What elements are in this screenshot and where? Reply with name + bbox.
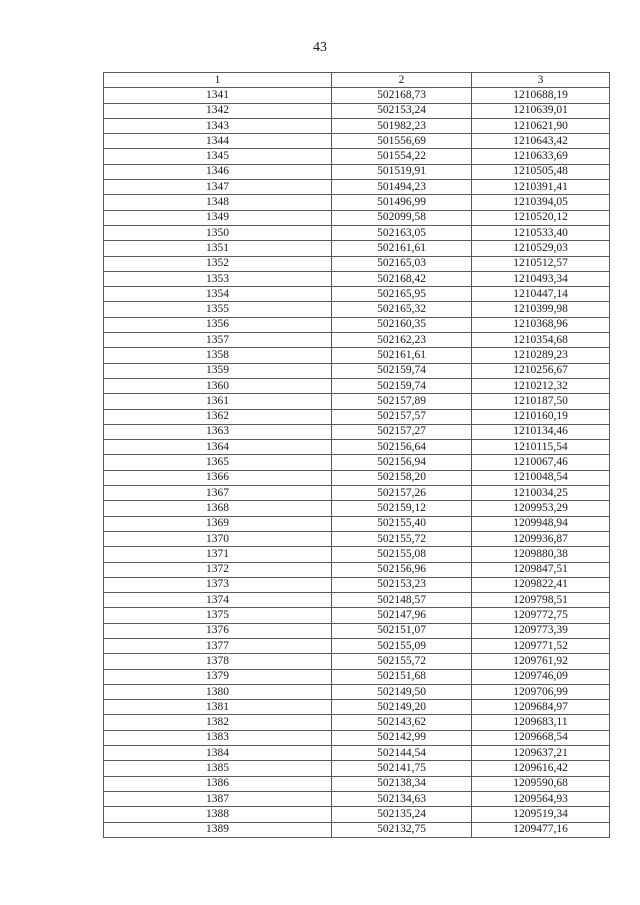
y-coordinate-cell: 1209706,99	[472, 684, 610, 699]
table-row	[104, 807, 610, 822]
point-number-cell: 1376	[104, 623, 332, 638]
x-coordinate-cell: 502155,72	[332, 531, 472, 546]
table-row	[104, 486, 610, 501]
x-coordinate-cell: 502168,73	[332, 88, 472, 103]
x-coordinate-cell: 502153,24	[332, 103, 472, 118]
point-number-cell: 1380	[104, 684, 332, 699]
x-coordinate-cell: 501556,69	[332, 134, 472, 149]
point-number-cell: 1386	[104, 776, 332, 791]
y-coordinate-cell: 1210067,46	[472, 455, 610, 470]
table-row	[104, 516, 610, 531]
point-number-cell: 1378	[104, 654, 332, 669]
table-row	[104, 348, 610, 363]
point-number-cell: 1341	[104, 88, 332, 103]
point-number-cell: 1384	[104, 746, 332, 761]
table-row	[104, 409, 610, 424]
table-row	[104, 547, 610, 562]
table-row	[104, 378, 610, 393]
x-coordinate-cell: 502158,20	[332, 470, 472, 485]
table-header-row	[104, 73, 610, 88]
point-number-cell: 1365	[104, 455, 332, 470]
y-coordinate-cell: 1209953,29	[472, 501, 610, 516]
table-row	[104, 531, 610, 546]
point-number-cell: 1342	[104, 103, 332, 118]
column-header-2: 2	[332, 73, 472, 88]
table-row	[104, 317, 610, 332]
table-row	[104, 363, 610, 378]
x-coordinate-cell: 502165,32	[332, 302, 472, 317]
y-coordinate-cell: 1210639,01	[472, 103, 610, 118]
point-number-cell: 1363	[104, 424, 332, 439]
x-coordinate-cell: 502144,54	[332, 746, 472, 761]
y-coordinate-cell: 1210688,19	[472, 88, 610, 103]
point-number-cell: 1356	[104, 317, 332, 332]
y-coordinate-cell: 1210034,25	[472, 486, 610, 501]
point-number-cell: 1354	[104, 287, 332, 302]
point-number-cell: 1383	[104, 730, 332, 745]
y-coordinate-cell: 1210643,42	[472, 134, 610, 149]
point-number-cell: 1387	[104, 791, 332, 806]
point-number-cell: 1355	[104, 302, 332, 317]
x-coordinate-cell: 501494,23	[332, 180, 472, 195]
table-row	[104, 623, 610, 638]
y-coordinate-cell: 1209616,42	[472, 761, 610, 776]
x-coordinate-cell: 502149,50	[332, 684, 472, 699]
x-coordinate-cell: 502155,40	[332, 516, 472, 531]
y-coordinate-cell: 1210493,34	[472, 271, 610, 286]
table-row	[104, 271, 610, 286]
x-coordinate-cell: 502151,07	[332, 623, 472, 638]
table-row	[104, 562, 610, 577]
y-coordinate-cell: 1210289,23	[472, 348, 610, 363]
point-number-cell: 1352	[104, 256, 332, 271]
table-body	[104, 88, 610, 838]
x-coordinate-cell: 502165,03	[332, 256, 472, 271]
table-row	[104, 424, 610, 439]
table-row	[104, 730, 610, 745]
y-coordinate-cell: 1209880,38	[472, 547, 610, 562]
x-coordinate-cell: 502159,74	[332, 363, 472, 378]
x-coordinate-cell: 502143,62	[332, 715, 472, 730]
point-number-cell: 1366	[104, 470, 332, 485]
table-row	[104, 455, 610, 470]
point-number-cell: 1379	[104, 669, 332, 684]
point-number-cell: 1371	[104, 547, 332, 562]
y-coordinate-cell: 1209798,51	[472, 593, 610, 608]
y-coordinate-cell: 1210354,68	[472, 333, 610, 348]
x-coordinate-cell: 501519,91	[332, 164, 472, 179]
x-coordinate-cell: 502142,99	[332, 730, 472, 745]
y-coordinate-cell: 1209683,11	[472, 715, 610, 730]
table-row	[104, 791, 610, 806]
point-number-cell: 1353	[104, 271, 332, 286]
point-number-cell: 1360	[104, 378, 332, 393]
table-row	[104, 638, 610, 653]
x-coordinate-cell: 502099,58	[332, 210, 472, 225]
x-coordinate-cell: 502160,35	[332, 317, 472, 332]
point-number-cell: 1368	[104, 501, 332, 516]
x-coordinate-cell: 502159,12	[332, 501, 472, 516]
x-coordinate-cell: 501496,99	[332, 195, 472, 210]
table-row	[104, 822, 610, 837]
y-coordinate-cell: 1209564,93	[472, 791, 610, 806]
y-coordinate-cell: 1210394,05	[472, 195, 610, 210]
point-number-cell: 1361	[104, 394, 332, 409]
table-row	[104, 593, 610, 608]
x-coordinate-cell: 502151,68	[332, 669, 472, 684]
y-coordinate-cell: 1210505,48	[472, 164, 610, 179]
y-coordinate-cell: 1209936,87	[472, 531, 610, 546]
x-coordinate-cell: 502135,24	[332, 807, 472, 822]
x-coordinate-cell: 502157,57	[332, 409, 472, 424]
table-row	[104, 440, 610, 455]
point-number-cell: 1344	[104, 134, 332, 149]
table-row	[104, 88, 610, 103]
table-row	[104, 761, 610, 776]
table-row	[104, 180, 610, 195]
table-row	[104, 501, 610, 516]
x-coordinate-cell: 502157,89	[332, 394, 472, 409]
point-number-cell: 1385	[104, 761, 332, 776]
x-coordinate-cell: 502148,57	[332, 593, 472, 608]
point-number-cell: 1343	[104, 118, 332, 133]
point-number-cell: 1345	[104, 149, 332, 164]
table-row	[104, 608, 610, 623]
y-coordinate-cell: 1210520,12	[472, 210, 610, 225]
x-coordinate-cell: 502155,09	[332, 638, 472, 653]
x-coordinate-cell: 502141,75	[332, 761, 472, 776]
x-coordinate-cell: 502153,23	[332, 577, 472, 592]
point-number-cell: 1381	[104, 700, 332, 715]
table-row	[104, 149, 610, 164]
y-coordinate-cell: 1210512,57	[472, 256, 610, 271]
table-row	[104, 195, 610, 210]
point-number-cell: 1367	[104, 486, 332, 501]
y-coordinate-cell: 1209519,34	[472, 807, 610, 822]
y-coordinate-cell: 1209772,75	[472, 608, 610, 623]
x-coordinate-cell: 502161,61	[332, 348, 472, 363]
point-number-cell: 1388	[104, 807, 332, 822]
y-coordinate-cell: 1210399,98	[472, 302, 610, 317]
point-number-cell: 1382	[104, 715, 332, 730]
x-coordinate-cell: 502155,08	[332, 547, 472, 562]
point-number-cell: 1347	[104, 180, 332, 195]
table-row	[104, 103, 610, 118]
x-coordinate-cell: 502165,95	[332, 287, 472, 302]
x-coordinate-cell: 502156,94	[332, 455, 472, 470]
y-coordinate-cell: 1209668,54	[472, 730, 610, 745]
y-coordinate-cell: 1209948,94	[472, 516, 610, 531]
table-row	[104, 684, 610, 699]
point-number-cell: 1373	[104, 577, 332, 592]
x-coordinate-cell: 501982,23	[332, 118, 472, 133]
y-coordinate-cell: 1209637,21	[472, 746, 610, 761]
y-coordinate-cell: 1210160,19	[472, 409, 610, 424]
coordinates-table	[103, 72, 610, 838]
point-number-cell: 1359	[104, 363, 332, 378]
y-coordinate-cell: 1210134,46	[472, 424, 610, 439]
point-number-cell: 1358	[104, 348, 332, 363]
table-row	[104, 700, 610, 715]
x-coordinate-cell: 501554,22	[332, 149, 472, 164]
y-coordinate-cell: 1210529,03	[472, 241, 610, 256]
table-row	[104, 394, 610, 409]
table-row	[104, 333, 610, 348]
table-row	[104, 118, 610, 133]
y-coordinate-cell: 1209822,41	[472, 577, 610, 592]
y-coordinate-cell: 1209761,92	[472, 654, 610, 669]
y-coordinate-cell: 1210048,54	[472, 470, 610, 485]
y-coordinate-cell: 1209590,68	[472, 776, 610, 791]
x-coordinate-cell: 502159,74	[332, 378, 472, 393]
x-coordinate-cell: 502163,05	[332, 225, 472, 240]
x-coordinate-cell: 502161,61	[332, 241, 472, 256]
y-coordinate-cell: 1210212,32	[472, 378, 610, 393]
table-row	[104, 715, 610, 730]
y-coordinate-cell: 1210633,69	[472, 149, 610, 164]
point-number-cell: 1389	[104, 822, 332, 837]
x-coordinate-cell: 502134,63	[332, 791, 472, 806]
y-coordinate-cell: 1210621,90	[472, 118, 610, 133]
y-coordinate-cell: 1209771,52	[472, 638, 610, 653]
table-row	[104, 654, 610, 669]
y-coordinate-cell: 1209477,16	[472, 822, 610, 837]
x-coordinate-cell: 502156,96	[332, 562, 472, 577]
point-number-cell: 1350	[104, 225, 332, 240]
table-row	[104, 210, 610, 225]
table-row	[104, 746, 610, 761]
point-number-cell: 1372	[104, 562, 332, 577]
y-coordinate-cell: 1210368,96	[472, 317, 610, 332]
x-coordinate-cell: 502132,75	[332, 822, 472, 837]
table-row	[104, 241, 610, 256]
y-coordinate-cell: 1210256,67	[472, 363, 610, 378]
point-number-cell: 1364	[104, 440, 332, 455]
x-coordinate-cell: 502156,64	[332, 440, 472, 455]
point-number-cell: 1375	[104, 608, 332, 623]
y-coordinate-cell: 1209684,97	[472, 700, 610, 715]
table-row	[104, 669, 610, 684]
point-number-cell: 1348	[104, 195, 332, 210]
table-row	[104, 287, 610, 302]
table-row	[104, 134, 610, 149]
x-coordinate-cell: 502149,20	[332, 700, 472, 715]
x-coordinate-cell: 502138,34	[332, 776, 472, 791]
table-row	[104, 577, 610, 592]
table-row	[104, 776, 610, 791]
page-number: 43	[313, 40, 327, 55]
point-number-cell: 1351	[104, 241, 332, 256]
x-coordinate-cell: 502168,42	[332, 271, 472, 286]
column-header-1: 1	[104, 73, 332, 88]
x-coordinate-cell: 502155,72	[332, 654, 472, 669]
point-number-cell: 1369	[104, 516, 332, 531]
table-row	[104, 225, 610, 240]
y-coordinate-cell: 1210447,14	[472, 287, 610, 302]
x-coordinate-cell: 502157,27	[332, 424, 472, 439]
x-coordinate-cell: 502162,23	[332, 333, 472, 348]
x-coordinate-cell: 502147,96	[332, 608, 472, 623]
table-row	[104, 164, 610, 179]
point-number-cell: 1374	[104, 593, 332, 608]
x-coordinate-cell: 502157,26	[332, 486, 472, 501]
table-row	[104, 256, 610, 271]
y-coordinate-cell: 1209847,51	[472, 562, 610, 577]
point-number-cell: 1357	[104, 333, 332, 348]
table-row	[104, 470, 610, 485]
y-coordinate-cell: 1209773,39	[472, 623, 610, 638]
y-coordinate-cell: 1210115,54	[472, 440, 610, 455]
y-coordinate-cell: 1209746,09	[472, 669, 610, 684]
point-number-cell: 1346	[104, 164, 332, 179]
point-number-cell: 1349	[104, 210, 332, 225]
point-number-cell: 1377	[104, 638, 332, 653]
column-header-3: 3	[472, 73, 610, 88]
y-coordinate-cell: 1210187,50	[472, 394, 610, 409]
y-coordinate-cell: 1210533,40	[472, 225, 610, 240]
table-row	[104, 302, 610, 317]
point-number-cell: 1362	[104, 409, 332, 424]
y-coordinate-cell: 1210391,41	[472, 180, 610, 195]
point-number-cell: 1370	[104, 531, 332, 546]
